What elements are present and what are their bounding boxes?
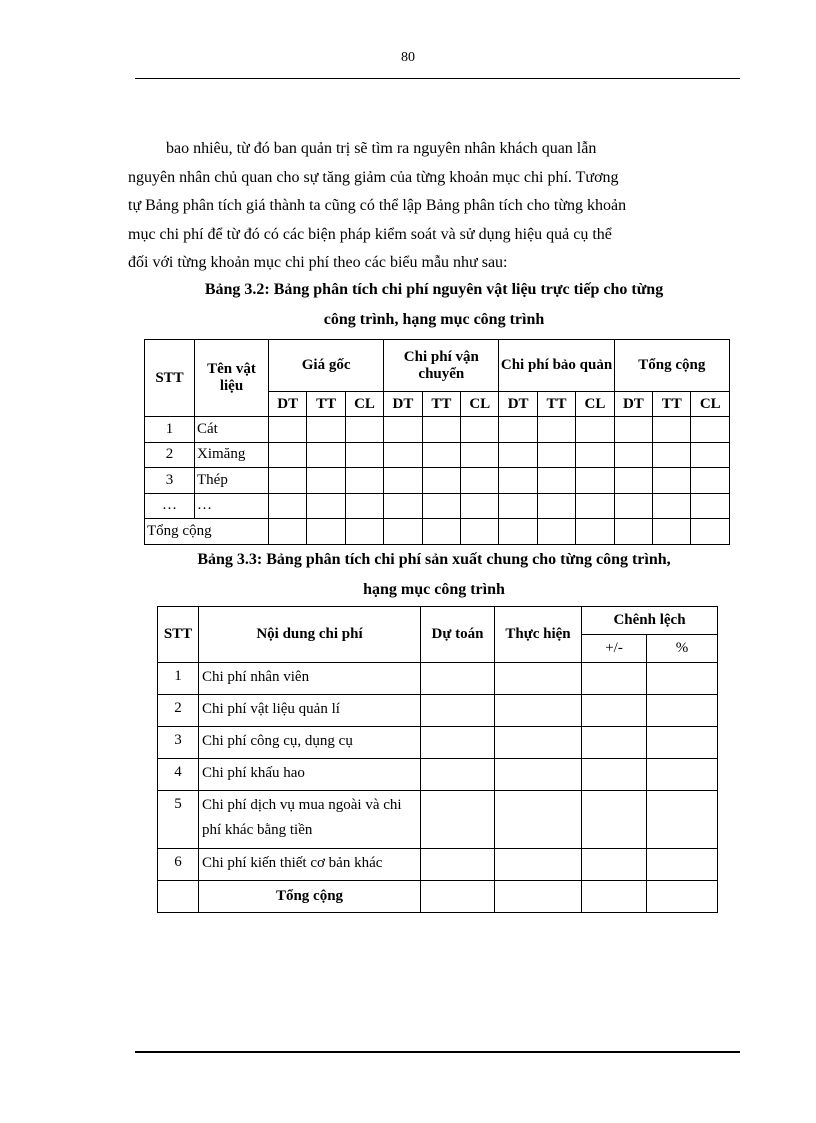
table-total-row: [145, 519, 730, 545]
col-difference: Chênh lệch: [582, 607, 718, 635]
row-stt: 4: [158, 759, 199, 791]
paragraph-line: đối với từng khoản mục chi phí theo các biểu mẫu như sau:: [128, 254, 508, 271]
header-rule: [135, 78, 740, 79]
sub-col: CL: [345, 392, 383, 417]
row-stt: 3: [145, 468, 195, 494]
sub-col: TT: [653, 392, 691, 417]
row-stt: …: [145, 493, 195, 519]
col-group-storage: Chi phí bảo quản: [499, 340, 614, 392]
table-row: [158, 695, 718, 727]
sub-col: DT: [384, 392, 422, 417]
table1-caption: [128, 275, 740, 335]
col-stt: STT: [158, 607, 199, 663]
row-content: Chi phí khấu hao: [199, 759, 421, 791]
sub-col: TT: [422, 392, 460, 417]
col-diff-pct: %: [647, 635, 718, 663]
col-group-total: Tổng cộng: [614, 340, 729, 392]
row-stt: 6: [158, 849, 199, 881]
table-row: [145, 417, 730, 443]
row-content: Chi phí nhân viên: [199, 663, 421, 695]
sub-col: DT: [614, 392, 652, 417]
table-row: [158, 663, 718, 695]
paragraph-line: tự Bảng phân tích giá thành ta cũng có thể lập Bảng phân tích cho từng khoản: [128, 197, 627, 214]
col-budget: Dự toán: [421, 607, 495, 663]
footer-rule: [135, 1051, 740, 1053]
row-material: Ximăng: [195, 442, 269, 468]
total-label: Tổng cộng: [199, 881, 421, 913]
overhead-cost-table: [157, 606, 718, 913]
table-total-row: [158, 881, 718, 913]
total-label: Tổng cộng: [145, 519, 269, 545]
paragraph-line: bao nhiêu, từ đó ban quản trị sẽ tìm ra nguyên nhân khách quan lẫn: [166, 140, 597, 157]
col-material-name: Tên vật liệu: [195, 340, 269, 417]
row-content: Chi phí vật liệu quản lí: [199, 695, 421, 727]
table-row: [145, 442, 730, 468]
table2-caption-line: Bảng 3.3: Bảng phân tích chi phí sản xuất chung cho từng công trình,: [197, 551, 671, 568]
row-stt: 1: [145, 417, 195, 443]
row-content: Chi phí dịch vụ mua ngoài và chi phí khác bằng tiền: [199, 791, 421, 849]
body-paragraph: [128, 135, 740, 278]
sub-col: TT: [307, 392, 345, 417]
col-group-transport: Chi phí vận chuyển: [384, 340, 499, 392]
row-stt: 2: [145, 442, 195, 468]
paragraph-line: nguyên nhân chủ quan cho sự tăng giảm của từng khoản mục chi phí. Tương: [128, 168, 619, 186]
col-actual: Thực hiện: [495, 607, 582, 663]
table2-caption: [128, 545, 740, 605]
sub-col: TT: [537, 392, 575, 417]
table1-caption-line: công trình, hạng mục công trình: [323, 311, 545, 328]
col-diff-abs: +/-: [582, 635, 647, 663]
table1-caption-line: Bảng 3.2: Bảng phân tích chi phí nguyên vật liệu trực tiếp cho từng: [204, 281, 664, 298]
sub-col: CL: [461, 392, 499, 417]
row-content: Chi phí công cụ, dụng cụ: [199, 727, 421, 759]
sub-col: CL: [691, 392, 730, 417]
row-material: …: [195, 493, 269, 519]
table-row: [158, 791, 718, 849]
table-row: [145, 468, 730, 494]
table2-caption-line: hạng mục công trình: [363, 581, 505, 598]
col-stt: STT: [145, 340, 195, 417]
col-content: Nội dung chi phí: [199, 607, 421, 663]
paragraph-line: mục chi phí để từ đó có các biện pháp kiểm soát và sử dụng hiệu quả cụ thể: [128, 225, 612, 243]
table-row: [158, 759, 718, 791]
row-content: Chi phí kiến thiết cơ bản khác: [199, 849, 421, 881]
row-stt: 5: [158, 791, 199, 849]
row-stt: 3: [158, 727, 199, 759]
col-group-original-price: Giá gốc: [269, 340, 384, 392]
page-number: 80: [401, 50, 415, 65]
table-row: [145, 493, 730, 519]
row-material: Cát: [195, 417, 269, 443]
table-row: [158, 727, 718, 759]
table-row: [158, 849, 718, 881]
row-stt: 1: [158, 663, 199, 695]
sub-col: DT: [269, 392, 307, 417]
row-material: Thép: [195, 468, 269, 494]
material-cost-table: [144, 339, 730, 545]
sub-col: DT: [499, 392, 537, 417]
sub-col: CL: [576, 392, 614, 417]
row-stt: 2: [158, 695, 199, 727]
